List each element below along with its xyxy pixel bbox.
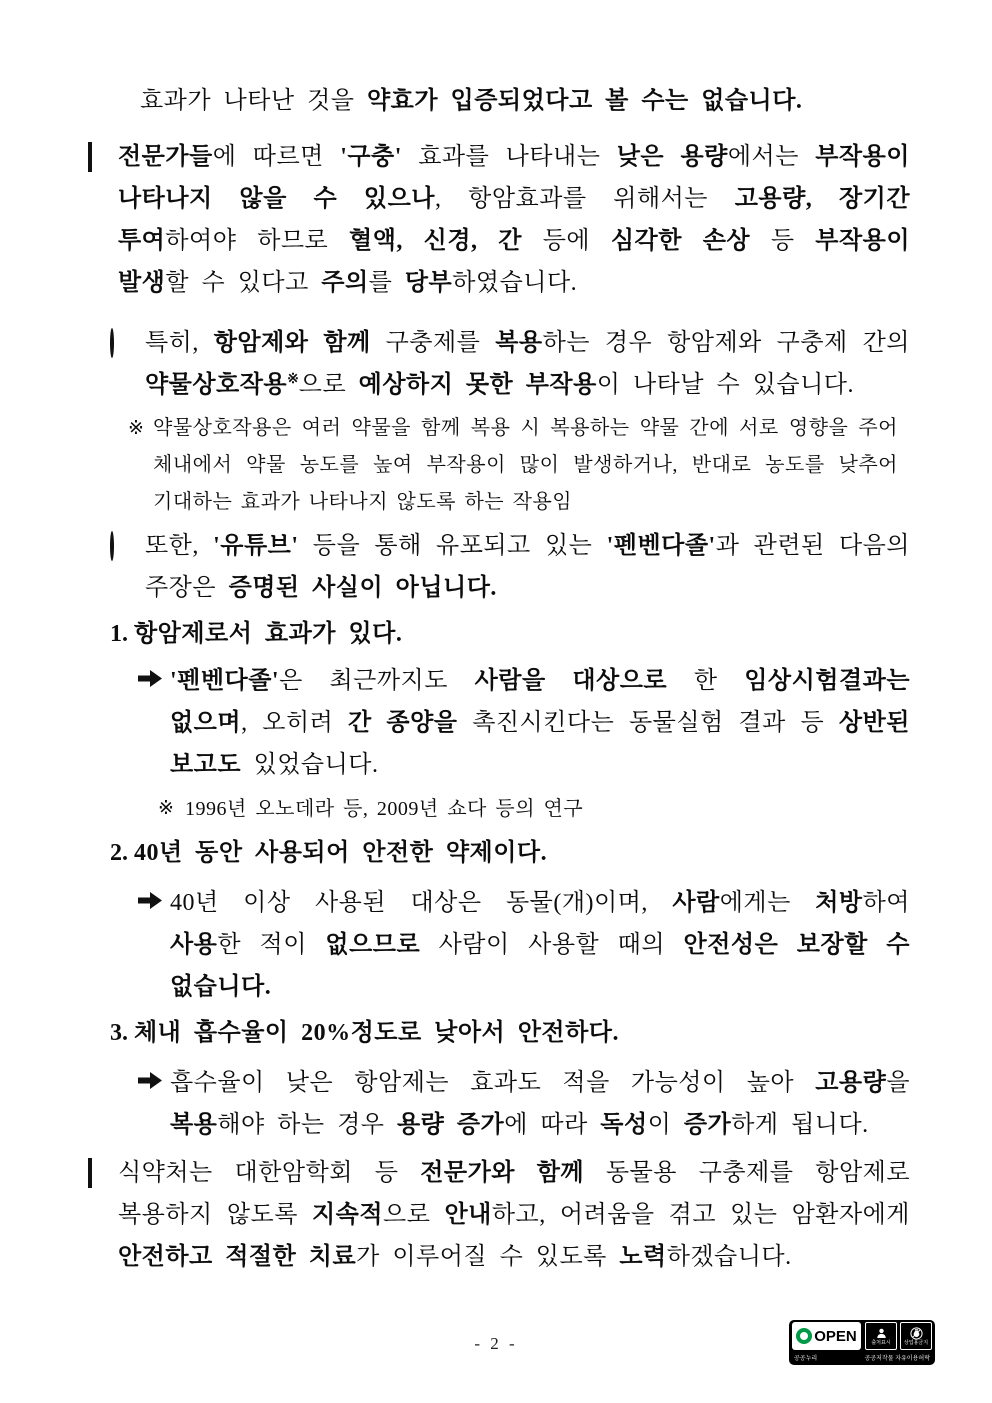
open-label: OPEN [814,1327,857,1345]
circle-bullet-icon [110,531,114,561]
footnote-text: 약물상호작용은 여러 약물을 함께 복용 시 복용하는 약물 간에 서로 영향을 주어 체내에서 약물 농도를 높여 부작용이 많이 발생하거나, 반대로 농도를 낮추어 기대하는 효과가 나타나지 않도록 하는 작용임 [153,417,898,513]
paragraph-text: 식약처는 대한암학회 등 전문가와 함께 동물용 구충제를 항암제로 복용하지 않도록 지속적으로 안내하고, 어려움을 겪고 있는 암환자에게 안전하고 적절한 치료가 이루어질 수 있도록 노력하겠습니다. [118,1160,910,1270]
document-body [88,80,910,1278]
numbered-claim-3 [110,1012,910,1054]
list-item-circle-interaction [110,322,910,406]
claim-number: 2. [110,840,128,866]
kogl-license-caption: 공공저작물 자유이용허락 [864,1355,930,1362]
claim-number: 1. [110,621,128,647]
open-o-icon [796,1328,812,1344]
arrow-icon [138,1062,170,1089]
claim-text: 40년 동안 사용되어 안전한 약제이다. [134,840,548,866]
arrow-rebuttal-1 [138,660,910,786]
claim-number: 3. [110,1020,128,1046]
arrow-icon [138,660,170,687]
reference-mark-icon: ※ [128,418,145,439]
footnote-studies [158,790,910,828]
numbered-claim-2 [110,832,910,874]
footnote-interaction [128,410,910,521]
attribution-label: 출처표시 [871,1339,891,1346]
list-item-square-closing [88,1152,910,1278]
claim-text: 체내 흡수율이 20%정도로 낮아서 안전하다. [134,1020,619,1046]
arrow-icon [138,882,170,909]
attribution-tile [865,1322,897,1350]
paragraph-text: 또한, '유튜브' 등을 통해 유포되고 있는 '펜벤다졸'과 관련된 다음의 주장은 증명된 사실이 아닙니다. [145,533,910,601]
numbered-claim-1 [110,613,910,655]
rebuttal-text: '펜벤다졸'은 최근까지도 사람을 대상으로 한 임상시험결과는 없으며, 오히려 간 종양을 촉진시킨다는 동물실험 결과 등 상반된 보고도 있었습니다. [170,668,911,778]
square-bullet-icon [88,1158,92,1188]
person-icon [875,1327,888,1340]
page-number: - 2 - [474,1334,518,1353]
list-item-square-experts [88,136,910,304]
paragraph-text: 전문가들에 따르면 '구충' 효과를 나타내는 낮은 용량에서는 부작용이 나타나지 않을 수 있으나, 항암효과를 위해서는 고용량, 장기간 투여하여야 하므로 혈액, 신경, 간 등에 심각한 손상 등 부작용이 발생할 수 있다고 주의를 당부하였습니다. [118,144,911,296]
claim-text: 항암제로서 효과가 있다. [134,621,403,647]
arrow-rebuttal-3 [138,1062,910,1146]
paragraph-text: 효과가 나타난 것을 약효가 입증되었다고 볼 수는 없습니다. [140,88,803,114]
rebuttal-text: 흡수율이 낮은 항암제는 효과도 적을 가능성이 높아 고용량을 복용해야 하는 경우 용량 증가에 따라 독성이 증가하게 됩니다. [170,1070,910,1138]
noncommercial-tile [900,1322,932,1350]
paragraph-continuation [140,80,910,122]
paragraph-text: 특히, 항암제와 함께 구충제를 복용하는 경우 항암제와 구충제 간의 약물상호작용※으로 예상하지 못한 부작용이 나타날 수 있습니다. [145,330,910,398]
reference-mark-icon: ※ [158,798,175,819]
kogl-program-caption: 공공누리 [794,1355,818,1362]
no-commercial-icon [910,1327,923,1340]
circle-bullet-icon [110,328,114,358]
arrow-rebuttal-2 [138,882,910,1008]
kogl-mark [789,1320,935,1365]
footnote-text: 1996년 오노데라 등, 2009년 쇼다 등의 연구 [185,798,584,820]
list-item-circle-youtube [110,525,910,609]
noncommercial-label: 상업용금지 [903,1339,929,1346]
kogl-open-box [792,1322,861,1350]
rebuttal-text: 40년 이상 사용된 대상은 동물(개)이며, 사람에게는 처방하여 사용한 적이 없으므로 사람이 사용할 때의 안전성은 보장할 수 없습니다. [170,890,910,1000]
square-bullet-icon [88,142,92,172]
